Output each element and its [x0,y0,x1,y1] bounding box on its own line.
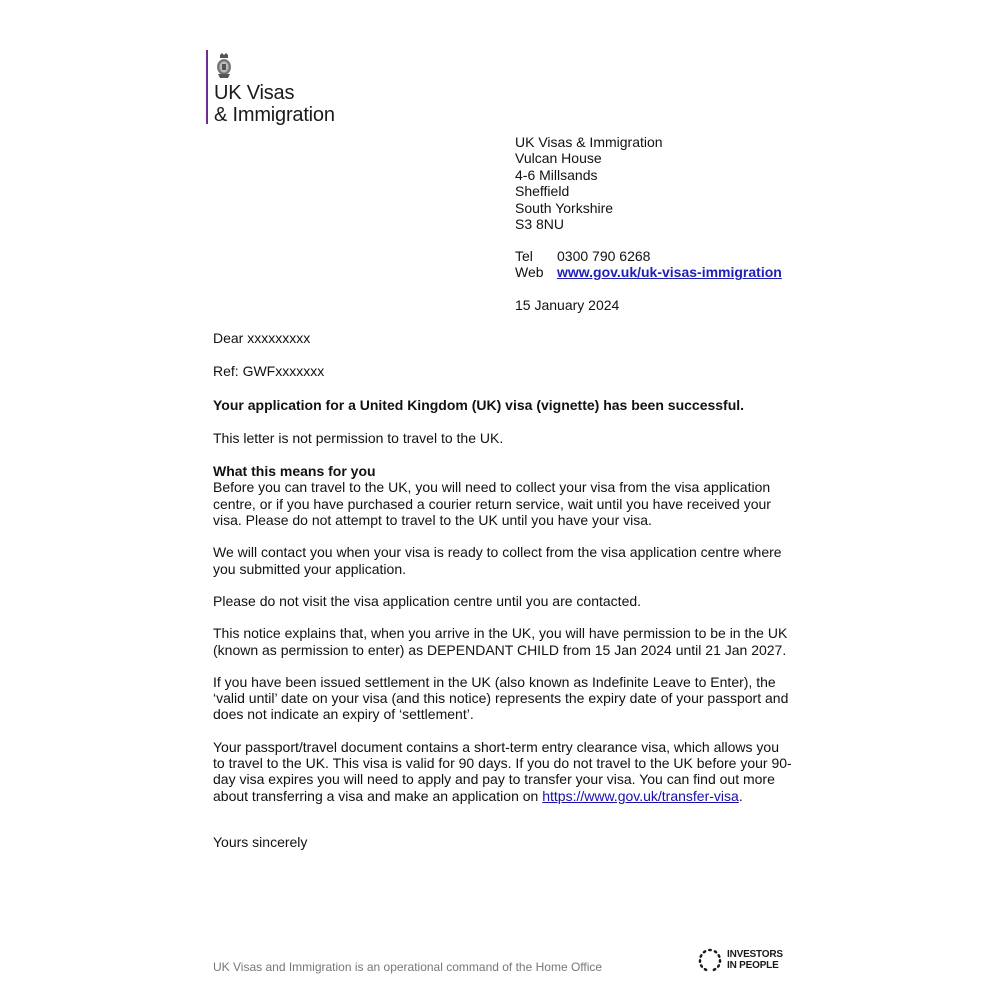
letter-body [213,330,793,850]
travel-notice: This letter is not permission to travel to the UK. [213,429,504,446]
web-label: Web [515,264,544,281]
paragraph-contact: We will contact you when your visa is ready to collect from the visa application centre where you submitted your application. [213,544,782,577]
paragraph-transfer-visa [213,739,793,804]
reference-number: Ref: GWFxxxxxxx [213,363,325,380]
paragraph-permission: This notice explains that, when you arrive in the UK, you will have permission to be in the UK (known as permission to enter) as DEPENDANT CHILD from 15 Jan 2024 until 21 Jan 2027. [213,625,788,658]
address-line: UK Visas & Immigration [515,134,663,150]
address-line: South Yorkshire [515,199,614,216]
footer-text: UK Visas and Immigration is an operational command of the Home Office [213,960,603,974]
decision-headline: Your application for a United Kingdom (UK) visa (vignette) has been successful. [213,396,745,413]
royal-crest-icon [215,52,233,80]
logo-line-2: & Immigration [214,104,335,126]
address-line: Sheffield [515,183,570,200]
address-line: 4-6 Millsands [515,166,598,183]
paragraph-settlement: If you have been issued settlement in the UK (also known as Indefinite Leave to Enter), the ‘valid until’ date on your visa (and this notice) represents the expiry date of your passport and does not indicate an expiry of ‘settlement’. [213,673,789,723]
badge-line-1: INVESTORS [727,949,783,960]
section-heading: What this means for you [213,463,376,480]
web-row [515,264,782,280]
website-link[interactable]: www.gov.uk/uk-visas-immigration [557,264,782,281]
transfer-visa-link[interactable]: https://www.gov.uk/transfer-visa [542,787,739,804]
investors-in-people-badge [697,947,783,973]
transfer-text: Your passport/travel document contains a short-term entry clearance visa, which allows you to travel to the UK. This visa is valid for 90 days. If you do not travel to the UK before your 90-day visa expires you will need to apply and pay to transfer your visa. You can find out more about transferring a visa and make an application on [213,738,792,804]
paragraph-collect-visa: Before you can travel to the UK, you will need to collect your visa from the visa application centre, or if you have purchased a courier return service, wait until you have received your visa. Please do not attempt to travel to the UK until you have your visa. [213,479,771,529]
laurel-wreath-icon [697,947,723,973]
tel-row [515,248,782,264]
tel-label: Tel [515,248,533,264]
badge-line-2: IN PEOPLE [727,960,779,971]
address-line: S3 8NU [515,216,565,233]
sender-address [515,134,663,232]
letter-date: 15 January 2024 [515,297,620,313]
badge-text [727,949,783,971]
logo-text [214,82,335,126]
paragraph-do-not-visit: Please do not visit the visa application centre until you are contacted. [213,592,642,609]
salutation: Dear xxxxxxxxx [213,330,311,346]
contact-details [515,248,782,281]
logo-accent-bar [206,50,208,124]
transfer-end: . [738,787,743,804]
closing: Yours sincerely [213,833,308,850]
address-line: Vulcan House [515,150,602,167]
tel-value: 0300 790 6268 [557,248,651,264]
logo-line-1: UK Visas [214,82,295,104]
